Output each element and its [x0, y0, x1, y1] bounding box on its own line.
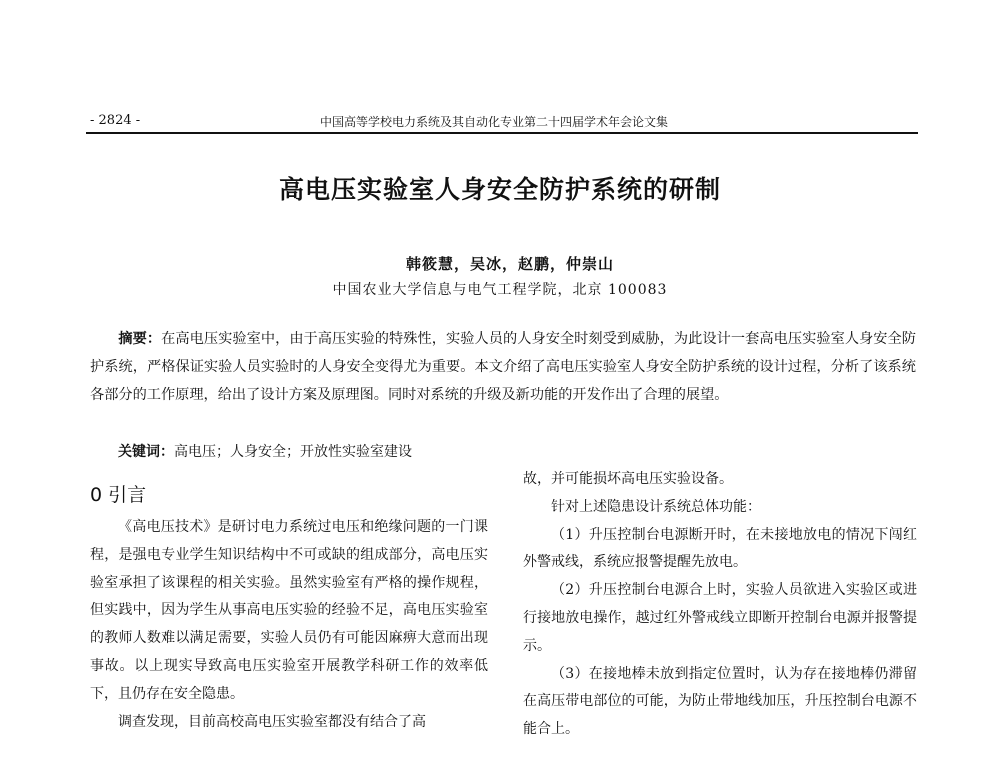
header-rule	[86, 132, 918, 134]
right-paragraph-1: 针对上述隐患设计系统总体功能：	[551, 498, 761, 515]
keywords-label: 关键词：	[118, 444, 174, 460]
right-paragraph-4: （3）在接地棒未放到指定位置时，认为存在接地棒仍滞留在高压带电部位的可能，为防止带地线加压，升压控制台电源不能合上。	[523, 665, 917, 738]
running-header: 中国高等学校电力系统及其自动化专业第二十四届学术年会论文集	[320, 115, 669, 129]
right-paragraph-2: （1）升压控制台电源断开时，在未接地放电的情况下闯红外警戒线，系统应报警提醒先放电。	[523, 526, 917, 571]
keywords	[90, 440, 916, 464]
authors: 韩筱慧，吴冰，赵鹏，仲崇山	[405, 255, 614, 273]
abstract-text: 在高电压实验室中，由于高压实验的特殊性，实验人员的人身安全时刻受到威胁，为此设计一套高电压实验室人身安全防护系统，严格保证实验人员实验时的人身安全变得尤为重要。本文介绍了高电压实验室人身安全防护系统的设计过程，分析了该系统各部分的工作原理，给出了设计方案及原理图。同时对系统的升级及新功能的开发作出了合理的展望。	[90, 331, 916, 403]
section-heading: 0 引言	[90, 484, 147, 506]
paper-title: 高电压实验室人身安全防护系统的研制	[278, 175, 721, 204]
page-number: - 2824 -	[90, 113, 141, 128]
left-paragraph-1: 《高电压技术》是研讨电力系统过电压和绝缘问题的一门课程，是强电专业学生知识结构中不可或缺的组成部分，高电压实验室承担了该课程的相关实验。虽然实验室有严格的操作规程，但实践中，因为学生从事高电压实验的经验不足，高电压实验室的教师人数难以满足需要，实验人员仍有可能因麻痹大意而出现事故。以上现实导致高电压实验室开展教学科研工作的效率低下，且仍存在安全隐患。	[90, 519, 488, 702]
abstract	[90, 325, 916, 409]
keywords-text: 高电压；人身安全；开放性实验室建设	[174, 444, 412, 460]
left-column	[90, 514, 488, 736]
right-paragraph-3: （2）升压控制台电源合上时，实验人员欲进入实验区或进行接地放电操作，越过红外警戒线立即断开控制台电源并报警提示。	[523, 582, 917, 654]
abstract-label: 摘要：	[118, 331, 162, 347]
right-column	[523, 466, 917, 744]
right-continuation: 故，并可能损坏高电压实验设备。	[523, 471, 733, 487]
affiliation: 中国农业大学信息与电气工程学院，北京 100083	[332, 282, 668, 298]
left-paragraph-2: 调查发现，目前高校高电压实验室都没有结合了高	[118, 713, 426, 730]
